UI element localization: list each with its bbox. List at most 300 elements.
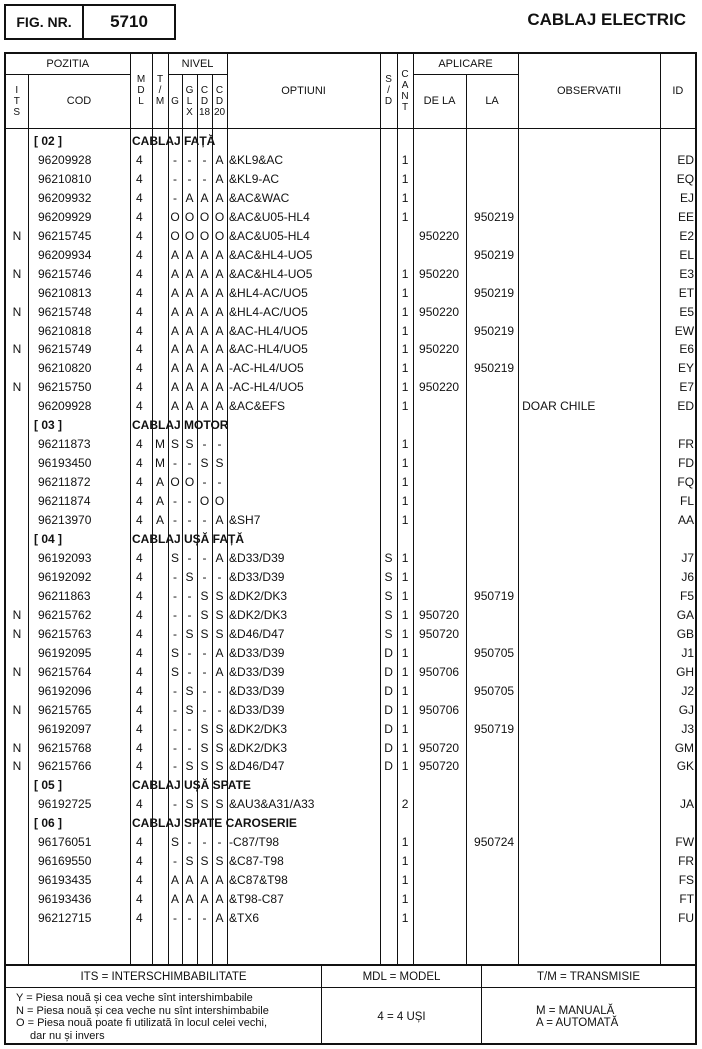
- id-cell: JA: [680, 797, 695, 812]
- la-cell: [466, 663, 518, 682]
- mdl-cell: 4: [136, 266, 143, 281]
- cant-cell: 1: [401, 664, 409, 679]
- parts-table-frame: [4, 52, 697, 1045]
- mdl-cell: 4: [136, 911, 143, 926]
- optiuni-cell: &AU3&A31/A33: [229, 797, 315, 812]
- optiuni-cell: &HL4-AC/UO5: [229, 285, 308, 300]
- table-row: [6, 549, 695, 568]
- la-cell: 950219: [474, 361, 515, 376]
- optiuni-cell: &AC&HL4-UO5: [229, 247, 313, 262]
- sd-cell: [380, 492, 397, 511]
- optiuni-cell: &C87-T98: [229, 854, 284, 869]
- nivel-cd18-cell: -: [202, 835, 207, 850]
- cod-cell: 96212715: [38, 911, 92, 926]
- nivel-glx-cell: -: [187, 664, 192, 679]
- cant-cell: 1: [401, 607, 409, 622]
- mdl-cell: 4: [136, 835, 143, 850]
- id-cell: ED: [677, 152, 695, 167]
- section-number: [ 02 ]: [34, 134, 63, 148]
- dela-cell: 950706: [419, 664, 460, 679]
- id-cell: J6: [681, 569, 695, 584]
- mdl-cell: 4: [136, 475, 143, 490]
- optiuni-cell: &AC-HL4/UO5: [229, 323, 308, 338]
- header-tm: T / M: [152, 54, 168, 128]
- nivel-cd20-cell: A: [215, 664, 224, 679]
- cant-cell: 1: [401, 361, 409, 376]
- optiuni-cell: &D46/D47: [229, 626, 285, 641]
- cant-cell: 1: [401, 721, 409, 736]
- mdl-cell: 4: [136, 645, 143, 660]
- tm-cell: [152, 378, 168, 397]
- nivel-cd20-cell: S: [215, 797, 224, 812]
- cant-cell: 1: [401, 285, 409, 300]
- sd-cell: [380, 852, 397, 871]
- sd-cell: [380, 151, 397, 170]
- nivel-glx-cell: A: [185, 190, 194, 205]
- cod-cell: 96215745: [38, 228, 92, 243]
- la-cell: [466, 378, 518, 397]
- table-row: [6, 682, 695, 701]
- observatii-cell: [518, 625, 660, 644]
- nivel-g-cell: A: [170, 285, 179, 300]
- header-g: G: [168, 74, 182, 128]
- observatii-cell: [518, 852, 660, 871]
- optiuni-cell: &AC&HL4-UO5: [229, 266, 313, 281]
- nivel-g-cell: S: [170, 835, 179, 850]
- optiuni-cell: &D33/D39: [229, 702, 285, 717]
- table-row: [6, 170, 695, 189]
- legend-interchangeability: [6, 988, 322, 1045]
- table-row: [6, 227, 695, 246]
- mdl-cell: 4: [136, 437, 143, 452]
- nivel-glx-cell: -: [187, 171, 192, 186]
- observatii-cell: [518, 871, 660, 890]
- nivel-g-cell: -: [173, 152, 177, 167]
- legend-footer: [6, 964, 695, 1043]
- sd-cell: D: [384, 645, 393, 660]
- observatii-cell: [518, 435, 660, 454]
- nivel-glx-cell: A: [185, 380, 194, 395]
- nivel-glx-cell: A: [185, 892, 194, 907]
- table-row: [6, 606, 695, 625]
- tm-cell: A: [155, 475, 164, 490]
- optiuni-cell: &KL9-AC: [229, 171, 280, 186]
- nivel-cd18-cell: A: [200, 892, 209, 907]
- sd-cell: [380, 871, 397, 890]
- its-cell: [6, 795, 28, 814]
- la-cell: [466, 739, 518, 758]
- header-its: I T S: [6, 74, 28, 128]
- id-cell: FL: [680, 494, 695, 509]
- table-row: [6, 246, 695, 265]
- nivel-glx-cell: S: [185, 854, 194, 869]
- observatii-cell: [518, 663, 660, 682]
- table-row: [6, 720, 695, 739]
- optiuni-cell: &D33/D39: [229, 569, 285, 584]
- la-cell: [466, 625, 518, 644]
- its-cell: [6, 833, 28, 852]
- nivel-cd20-cell: -: [217, 437, 222, 452]
- sd-cell: [380, 833, 397, 852]
- la-cell: [466, 189, 518, 208]
- optiuni-cell: &D33/D39: [229, 683, 285, 698]
- observatii-cell: [518, 227, 660, 246]
- optiuni-cell: &DK2/DK3: [229, 740, 288, 755]
- mdl-cell: 4: [136, 152, 143, 167]
- sd-cell: D: [384, 721, 393, 736]
- optiuni-cell: &DK2/DK3: [229, 607, 288, 622]
- table-row: [6, 852, 695, 871]
- la-cell: [466, 606, 518, 625]
- cant-cell: 1: [401, 854, 409, 869]
- cant-cell: 1: [401, 323, 409, 338]
- sd-cell: D: [384, 702, 393, 717]
- observatii-cell: [518, 644, 660, 663]
- nivel-g-cell: S: [170, 550, 179, 565]
- la-cell: 950219: [474, 285, 515, 300]
- nivel-cd18-cell: -: [202, 513, 207, 528]
- header-cd18: C D 18: [197, 74, 212, 128]
- dela-cell: [413, 170, 466, 189]
- nivel-cd20-cell: A: [215, 361, 224, 376]
- its-cell: N: [12, 266, 22, 281]
- nivel-g-cell: -: [173, 626, 177, 641]
- nivel-glx-cell: A: [185, 247, 194, 262]
- cod-cell: 96215750: [38, 380, 92, 395]
- nivel-cd20-cell: A: [215, 323, 224, 338]
- cod-cell: 96210818: [38, 323, 92, 338]
- nivel-g-cell: A: [170, 873, 179, 888]
- cant-cell: 1: [401, 399, 409, 414]
- dela-cell: [413, 473, 466, 492]
- nivel-cd20-cell: A: [215, 266, 224, 281]
- sd-cell: [380, 454, 397, 473]
- cant-cell: [397, 246, 413, 265]
- sd-cell: S: [384, 569, 393, 584]
- header-la: LA: [466, 74, 518, 128]
- its-cell: [6, 871, 28, 890]
- table-row: [6, 473, 695, 492]
- id-cell: F5: [680, 588, 695, 603]
- observatii-cell: [518, 833, 660, 852]
- header-nivel: NIVEL: [168, 54, 227, 74]
- observatii-cell: DOAR CHILE: [522, 399, 596, 414]
- nivel-cd18-cell: A: [200, 361, 209, 376]
- header-glx: G L X: [182, 74, 197, 128]
- cant-cell: 1: [401, 569, 409, 584]
- mdl-cell: 4: [136, 892, 143, 907]
- nivel-glx-cell: O: [184, 475, 195, 490]
- nivel-cd20-cell: -: [217, 683, 222, 698]
- table-row: [6, 701, 695, 720]
- its-cell: [6, 909, 28, 928]
- mdl-cell: 4: [136, 247, 143, 262]
- id-cell: GJ: [678, 702, 695, 717]
- la-cell: 950219: [474, 209, 515, 224]
- nivel-glx-cell: A: [185, 266, 194, 281]
- dela-cell: 950220: [419, 266, 460, 281]
- nivel-cd20-cell: A: [215, 513, 224, 528]
- cant-cell: 1: [401, 190, 409, 205]
- its-cell: [6, 208, 28, 227]
- cant-cell: 1: [401, 209, 409, 224]
- nivel-cd18-cell: S: [200, 721, 209, 736]
- optiuni-cell: &AC&U05-HL4: [229, 228, 310, 243]
- cod-cell: 96193436: [38, 892, 92, 907]
- observatii-cell: [518, 265, 660, 284]
- dela-cell: [413, 208, 466, 227]
- tm-cell: [152, 720, 168, 739]
- its-cell: N: [12, 380, 22, 395]
- nivel-g-cell: -: [173, 569, 177, 584]
- table-row: [6, 454, 695, 473]
- observatii-cell: [518, 359, 660, 378]
- section-title: CABLAJ UȘĂ SPATE: [132, 778, 251, 793]
- observatii-cell: [518, 606, 660, 625]
- mdl-cell: 4: [136, 342, 143, 357]
- sd-cell: [380, 322, 397, 341]
- legend-line: O = Piesa nouă poate fi utilizată în locul celei vechi,: [16, 1017, 268, 1029]
- la-cell: [466, 454, 518, 473]
- optiuni-cell: &D46/D47: [229, 759, 285, 774]
- section-title: CABLAJ FAȚĂ: [132, 134, 216, 148]
- header-pozitia: POZITIA: [6, 54, 130, 74]
- sd-cell: D: [384, 664, 393, 679]
- section-title: CABLAJ SPATE CAROSERIE: [132, 816, 297, 831]
- dela-cell: [413, 549, 466, 568]
- cant-cell: 1: [401, 702, 409, 717]
- la-cell: 950724: [474, 835, 515, 850]
- cant-cell: 1: [401, 835, 409, 850]
- nivel-g-cell: O: [170, 209, 180, 224]
- nivel-glx-cell: S: [185, 626, 194, 641]
- nivel-g-cell: -: [173, 494, 177, 509]
- nivel-glx-cell: -: [187, 835, 192, 850]
- cant-cell: 1: [401, 380, 409, 395]
- sd-cell: [380, 265, 397, 284]
- nivel-g-cell: A: [170, 380, 179, 395]
- la-cell: [466, 852, 518, 871]
- figure-number: 5710: [110, 12, 148, 31]
- nivel-cd20-cell: -: [217, 835, 222, 850]
- cod-cell: 96192093: [38, 550, 92, 565]
- la-cell: [466, 757, 518, 776]
- table-row: [6, 397, 695, 416]
- nivel-glx-cell: S: [185, 797, 194, 812]
- cod-cell: 96210813: [38, 285, 92, 300]
- dela-cell: 950720: [419, 607, 460, 622]
- cod-cell: 96215763: [38, 626, 92, 641]
- nivel-g-cell: -: [173, 588, 177, 603]
- figure-number-box: [4, 4, 176, 40]
- page-header: [0, 0, 702, 50]
- cant-cell: 1: [401, 873, 409, 888]
- section-row: [6, 776, 695, 795]
- nivel-cd18-cell: S: [200, 759, 209, 774]
- header-dela: DE LA: [413, 74, 466, 128]
- observatii-cell: [518, 795, 660, 814]
- tm-cell: [152, 340, 168, 359]
- dela-cell: 950220: [419, 380, 460, 395]
- nivel-cd20-cell: -: [217, 569, 222, 584]
- sd-cell: D: [384, 740, 393, 755]
- its-cell: N: [12, 228, 22, 243]
- page-title: CABLAJ ELECTRIC: [527, 10, 686, 29]
- table-row: [6, 208, 695, 227]
- mdl-cell: 4: [136, 361, 143, 376]
- dela-cell: [413, 568, 466, 587]
- nivel-cd20-cell: O: [214, 494, 225, 509]
- nivel-cd20-cell: A: [215, 304, 224, 319]
- sd-cell: S: [384, 626, 393, 641]
- id-cell: GA: [676, 607, 695, 622]
- cant-cell: 1: [401, 456, 409, 471]
- nivel-glx-cell: A: [185, 323, 194, 338]
- optiuni-cell: &AC&WAC: [229, 190, 290, 205]
- la-cell: 950719: [474, 588, 515, 603]
- nivel-glx-cell: A: [185, 304, 194, 319]
- nivel-g-cell: O: [170, 475, 180, 490]
- dela-cell: [413, 890, 466, 909]
- nivel-glx-cell: A: [185, 342, 194, 357]
- dela-cell: 950220: [419, 304, 460, 319]
- tm-cell: A: [155, 513, 164, 528]
- dela-cell: 950720: [419, 740, 460, 755]
- tm-cell: [152, 909, 168, 928]
- nivel-glx-cell: O: [184, 228, 195, 243]
- its-cell: [6, 151, 28, 170]
- legend-line: Y = Piesa nouă și cea veche sînt intershimbabile: [16, 992, 253, 1004]
- cant-cell: 1: [401, 683, 409, 698]
- sd-cell: [380, 170, 397, 189]
- optiuni-cell: &AC&EFS: [229, 399, 286, 414]
- mdl-cell: 4: [136, 380, 143, 395]
- table-row: [6, 568, 695, 587]
- nivel-cd18-cell: O: [199, 209, 210, 224]
- mdl-cell: 4: [136, 285, 143, 300]
- nivel-cd20-cell: A: [215, 247, 224, 262]
- its-cell: [6, 549, 28, 568]
- dela-cell: [413, 833, 466, 852]
- id-cell: ED: [677, 399, 695, 414]
- optiuni-cell: -AC-HL4/UO5: [229, 380, 304, 395]
- its-cell: N: [12, 342, 22, 357]
- sd-cell: [380, 359, 397, 378]
- legend-transmission-values: [482, 988, 695, 1045]
- la-cell: [466, 473, 518, 492]
- la-cell: [466, 795, 518, 814]
- sd-cell: [380, 795, 397, 814]
- tm-cell: [152, 284, 168, 303]
- optiuni-cell: &D33/D39: [229, 645, 285, 660]
- id-cell: FS: [678, 873, 695, 888]
- id-cell: E7: [679, 380, 695, 395]
- tm-cell: [152, 303, 168, 322]
- header-observatii: OBSERVATII: [518, 54, 660, 128]
- table-row: [6, 284, 695, 303]
- parts-table: [6, 54, 695, 928]
- its-cell: [6, 359, 28, 378]
- mdl-cell: 4: [136, 664, 143, 679]
- nivel-cd18-cell: -: [202, 645, 207, 660]
- nivel-glx-cell: S: [185, 569, 194, 584]
- nivel-cd20-cell: A: [215, 190, 224, 205]
- tm-cell: [152, 208, 168, 227]
- cod-cell: 96192725: [38, 797, 92, 812]
- nivel-cd18-cell: A: [200, 873, 209, 888]
- cant-cell: 1: [401, 626, 409, 641]
- cod-cell: 96215765: [38, 702, 92, 717]
- nivel-cd20-cell: S: [215, 456, 224, 471]
- sd-cell: [380, 890, 397, 909]
- cant-cell: 1: [401, 437, 409, 452]
- cod-cell: 96192095: [38, 645, 92, 660]
- tm-cell: [152, 606, 168, 625]
- table-row: [6, 625, 695, 644]
- nivel-cd18-cell: S: [200, 740, 209, 755]
- la-cell: [466, 568, 518, 587]
- nivel-glx-cell: -: [187, 721, 192, 736]
- sd-cell: S: [384, 550, 393, 565]
- observatii-cell: [518, 492, 660, 511]
- tm-cell: [152, 701, 168, 720]
- la-cell: [466, 435, 518, 454]
- mdl-cell: 4: [136, 721, 143, 736]
- nivel-cd18-cell: A: [200, 342, 209, 357]
- section-number: [ 04 ]: [34, 532, 63, 547]
- nivel-cd18-cell: S: [200, 588, 209, 603]
- sd-cell: [380, 227, 397, 246]
- sd-cell: [380, 435, 397, 454]
- dela-cell: 950720: [419, 759, 460, 774]
- cod-cell: 96215768: [38, 740, 92, 755]
- id-cell: EQ: [676, 171, 695, 186]
- id-cell: J1: [681, 645, 695, 660]
- nivel-cd18-cell: S: [200, 626, 209, 641]
- nivel-glx-cell: -: [187, 645, 192, 660]
- mdl-cell: 4: [136, 399, 143, 414]
- la-cell: 950705: [474, 683, 515, 698]
- nivel-cd20-cell: A: [215, 911, 224, 926]
- tm-cell: [152, 644, 168, 663]
- cod-cell: 96192092: [38, 569, 92, 584]
- section-title: CABLAJ UȘĂ FAȚĂ: [132, 532, 245, 547]
- nivel-glx-cell: -: [187, 588, 192, 603]
- nivel-cd20-cell: A: [215, 892, 224, 907]
- table-row: [6, 151, 695, 170]
- la-cell: [466, 397, 518, 416]
- dela-cell: 950220: [419, 342, 460, 357]
- tm-cell: A: [155, 494, 164, 509]
- observatii-cell: [518, 303, 660, 322]
- nivel-cd20-cell: S: [215, 626, 224, 641]
- tm-cell: [152, 151, 168, 170]
- table-row: [6, 890, 695, 909]
- id-cell: J3: [681, 721, 695, 736]
- nivel-cd20-cell: A: [215, 645, 224, 660]
- nivel-cd18-cell: O: [199, 494, 210, 509]
- dela-cell: [413, 322, 466, 341]
- la-cell: [466, 909, 518, 928]
- header-optiuni: OPTIUNI: [227, 54, 380, 128]
- observatii-cell: [518, 720, 660, 739]
- its-cell: [6, 170, 28, 189]
- table-row: [6, 303, 695, 322]
- nivel-g-cell: A: [170, 399, 179, 414]
- tm-cell: [152, 227, 168, 246]
- la-cell: [466, 340, 518, 359]
- optiuni-cell: &D33/D39: [229, 664, 285, 679]
